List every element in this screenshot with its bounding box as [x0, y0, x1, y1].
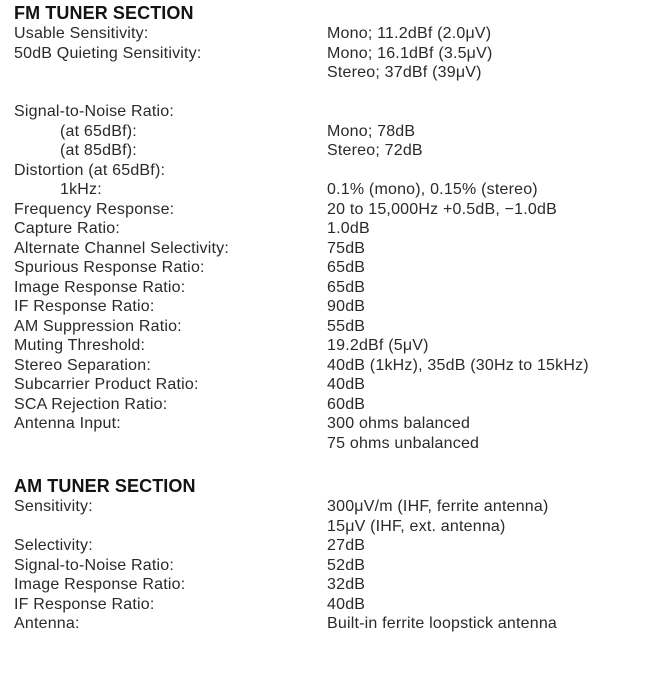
spec-label: AM Suppression Ratio:: [14, 317, 182, 335]
spec-label: Usable Sensitivity:: [14, 25, 149, 42]
spec-label: (at 85dBf):: [60, 142, 137, 159]
spec-label: (at 65dBf):: [60, 122, 137, 140]
spec-value: [327, 200, 557, 220]
spec-label: Image Response Ratio:: [14, 576, 186, 593]
spec-value: [327, 375, 365, 395]
spec-value: [327, 258, 365, 278]
spec-row-spurious-response: [14, 258, 644, 278]
spec-row-am-sensitivity: [14, 497, 644, 536]
spec-label: Capture Ratio:: [14, 220, 120, 237]
spec-row-snr-85dbf: [14, 141, 644, 161]
spec-value: [327, 141, 423, 161]
spec-value-line: 40dB: [327, 595, 366, 613]
spec-value-line: 40dB (1kHz), 35dB (30Hz to 15kHz): [327, 356, 589, 374]
spec-row-signal-to-noise: [14, 102, 644, 122]
spec-value: [327, 44, 493, 83]
spec-label: 1kHz:: [60, 181, 102, 198]
fm-tuner-section: [14, 2, 644, 453]
spec-row-antenna-input: [14, 414, 644, 453]
spec-label: Subcarrier Product Ratio:: [14, 376, 199, 393]
spec-value-line: 27dB: [327, 537, 366, 554]
spec-label: Muting Threshold:: [14, 337, 146, 354]
spec-value: [327, 595, 365, 615]
spec-value: [327, 278, 365, 298]
spec-value-line: 75dB: [327, 239, 366, 257]
spec-row-capture-ratio: [14, 219, 644, 239]
spec-row-sca-rejection: [14, 395, 644, 415]
spec-value-line: 300μV/m (IHF, ferrite antenna): [327, 498, 549, 515]
spec-row-image-response: [14, 278, 644, 298]
spec-value: [327, 336, 429, 356]
spec-value-line: Stereo; 72dB: [327, 142, 423, 159]
spec-label: Image Response Ratio:: [14, 278, 186, 296]
spec-row-distortion: [14, 161, 644, 181]
spec-value-line: 300 ohms balanced: [327, 415, 471, 432]
spec-value-line: 1.0dB: [327, 220, 370, 237]
spec-row-stereo-separation: [14, 356, 644, 376]
spec-sheet: [14, 2, 644, 634]
spec-label: Signal-to-Noise Ratio:: [14, 103, 175, 120]
spec-value: [327, 122, 415, 142]
spec-row-subcarrier-product: [14, 375, 644, 395]
spec-row-muting-threshold: [14, 336, 644, 356]
spec-label: SCA Rejection Ratio:: [14, 395, 168, 413]
spec-row-quieting-sensitivity: [14, 44, 644, 83]
spec-value-line: 60dB: [327, 395, 366, 413]
spec-value-line: 52dB: [327, 556, 366, 574]
spec-value: [327, 180, 538, 200]
spec-row-snr-65dbf: [14, 122, 644, 142]
spec-row-am-image-response: [14, 575, 644, 595]
spec-label: Signal-to-Noise Ratio:: [14, 556, 175, 574]
spec-value: [327, 575, 365, 595]
section-divider: [14, 453, 644, 475]
spec-label: Spurious Response Ratio:: [14, 259, 205, 276]
spec-value-line: Mono; 11.2dBf (2.0μV): [327, 25, 492, 42]
spec-row-am-signal-to-noise: [14, 556, 644, 576]
spec-value: [327, 239, 365, 259]
spec-label: 50dB Quieting Sensitivity:: [14, 44, 202, 62]
spec-label: Sensitivity:: [14, 498, 93, 515]
section-title-fm: FM TUNER SECTION: [14, 3, 194, 23]
spec-label: Distortion (at 65dBf):: [14, 161, 166, 179]
spec-row-am-if-response: [14, 595, 644, 615]
spec-value: [327, 297, 365, 317]
spec-value: [327, 414, 479, 453]
spec-row-usable-sensitivity: [14, 24, 644, 44]
spec-row-if-response: [14, 297, 644, 317]
spec-value-line: Stereo; 37dBf (39μV): [327, 64, 482, 81]
spec-value-line: 90dB: [327, 298, 366, 315]
spec-value-line: 65dB: [327, 278, 366, 296]
spec-value-line: 55dB: [327, 317, 366, 335]
am-tuner-section: [14, 475, 644, 634]
spec-row-distortion-1khz: [14, 180, 644, 200]
spec-value-line: Mono; 16.1dBf (3.5μV): [327, 44, 493, 62]
spec-value-line: 15μV (IHF, ext. antenna): [327, 517, 506, 535]
spec-value: [327, 614, 557, 634]
spec-label: Antenna:: [14, 615, 80, 632]
spacer: [14, 83, 644, 103]
spec-label: Stereo Separation:: [14, 356, 152, 374]
spec-value: [327, 556, 365, 576]
spec-label: Antenna Input:: [14, 415, 121, 432]
spec-row-am-antenna: [14, 614, 644, 634]
spec-value-line: 65dB: [327, 259, 366, 276]
spec-value-line: 32dB: [327, 576, 366, 593]
spec-label: Frequency Response:: [14, 200, 175, 218]
spec-value-line: Built-in ferrite loopstick antenna: [327, 615, 558, 632]
spec-row-alternate-channel-selectivity: [14, 239, 644, 259]
spec-value: [327, 317, 365, 337]
spec-label: IF Response Ratio:: [14, 298, 155, 315]
spec-value: [327, 24, 491, 44]
spec-value-line: 19.2dBf (5μV): [327, 337, 429, 354]
spec-row-frequency-response: [14, 200, 644, 220]
spec-value: [327, 395, 365, 415]
spec-value-line: 75 ohms unbalanced: [327, 434, 480, 452]
spec-value: [327, 356, 589, 376]
spec-value: [327, 536, 365, 556]
spec-row-am-selectivity: [14, 536, 644, 556]
spec-row-am-suppression: [14, 317, 644, 337]
spec-value-line: 20 to 15,000Hz +0.5dB, −1.0dB: [327, 200, 557, 218]
spec-value: [327, 497, 549, 536]
spec-value-line: 0.1% (mono), 0.15% (stereo): [327, 181, 538, 198]
spec-value-line: 40dB: [327, 376, 366, 393]
spec-label: Alternate Channel Selectivity:: [14, 239, 229, 257]
spec-label: IF Response Ratio:: [14, 595, 155, 613]
section-title-am: AM TUNER SECTION: [14, 476, 196, 496]
spec-value: [327, 219, 370, 239]
spec-value-line: Mono; 78dB: [327, 122, 416, 140]
spec-label: Selectivity:: [14, 537, 93, 554]
